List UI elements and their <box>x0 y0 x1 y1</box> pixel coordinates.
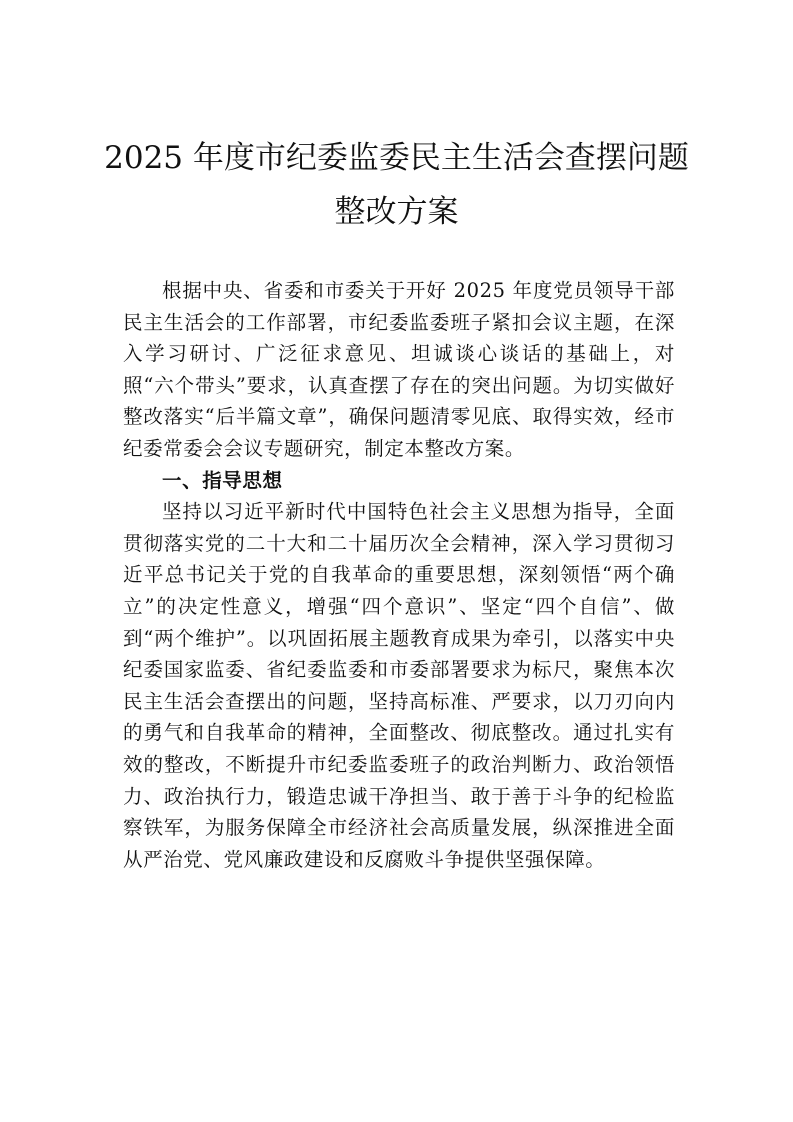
document-title-line-2: 整改方案 <box>334 194 459 230</box>
intro-paragraph: 根据中央、省委和市委关于开好 2025 年度党员领导干部民主生活会的工作部署，市纪委监委班子紧扣会议主题，在深入学习研讨、广泛征求意见、坦诚谈心谈话的基础上，对照“六个带头”要求，认真查摆了存在的突出问题。为切实做好整改落实“后半篇文章”，确保问题清零见底、取得实效，经市纪委常委会会议专题研究，制定本整改方案。 <box>123 279 675 460</box>
guiding-ideology-paragraph: 坚持以习近平新时代中国特色社会主义思想为指导，全面贯彻落实党的二十大和二十届历次全会精神，深入学习贯彻习近平总书记关于党的自我革命的重要思想，深刻领悟“两个确立”的决定性意义，增强“四个意识”、坚定“四个自信”、做到“两个维护”。以巩固拓展主题教育成果为牵引，以落实中央纪委国家监委、省纪委监委和市委部署要求为标尺，聚焦本次民主生活会查摆出的问题，坚持高标准、严要求，以刀刃向内的勇气和自我革命的精神，全面整改、彻底整改。通过扎实有效的整改，不断提升市纪委监委班子的政治判断力、政治领悟力、政治执行力，锻造忠诚干净担当、敢于善于斗争的纪检监察铁军，为服务保障全市经济社会高质量发展，纵深推进全面从严治党、党风廉政建设和反腐败斗争提供坚强保障。 <box>123 500 675 871</box>
section-heading-guiding-ideology: 一、指导思想 <box>162 468 283 492</box>
document-title-line-1: 2025 年度市纪委监委民主生活会查摆问题 <box>104 140 689 176</box>
document-body <box>123 275 675 875</box>
